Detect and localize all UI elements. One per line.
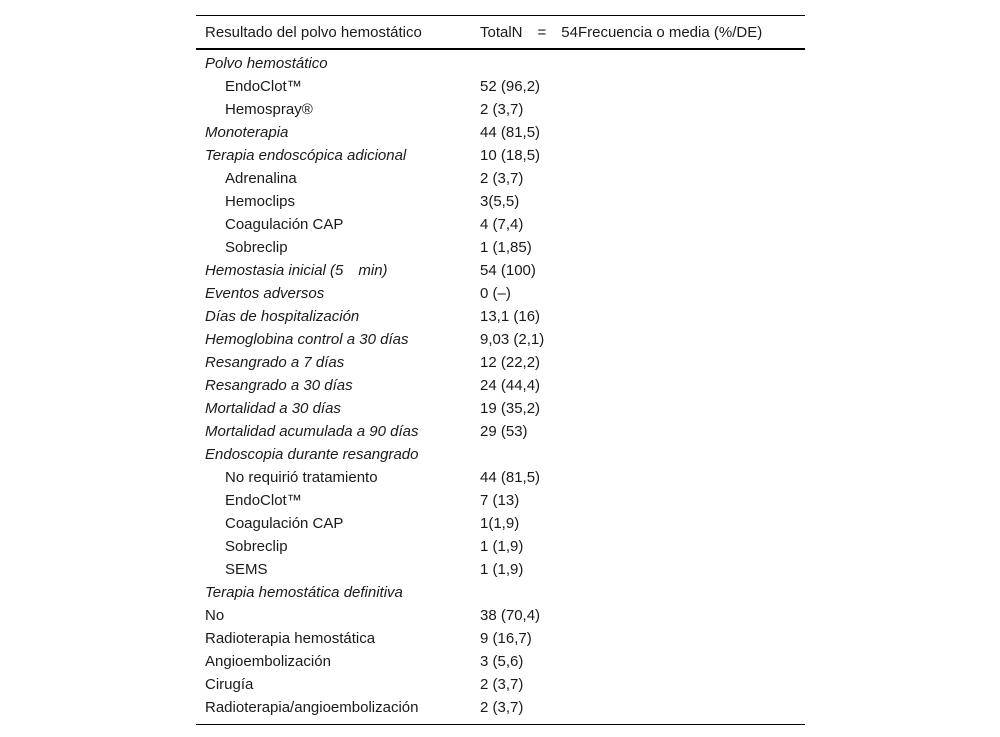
table-header [196, 16, 805, 48]
row-label: No requirió tratamiento [225, 469, 378, 486]
table-row [196, 466, 805, 489]
table-bottom-rule [196, 724, 805, 725]
table-row [196, 443, 805, 466]
row-label: Sobreclip [225, 239, 288, 256]
table-row [196, 581, 805, 604]
row-value: 52 (96,2) [480, 78, 541, 95]
row-value: 10 (18,5) [480, 147, 541, 164]
row-label: Monoterapia [205, 124, 289, 141]
row-value: 2 (3,7) [480, 699, 524, 716]
row-value: 3 (5,6) [480, 653, 524, 670]
row-value: 19 (35,2) [480, 400, 541, 417]
row-label: EndoClot™ [225, 78, 302, 95]
row-value: 38 (70,4) [480, 607, 541, 624]
row-value: 0 (–) [480, 285, 511, 302]
row-label: Sobreclip [225, 538, 288, 555]
table-row [196, 121, 805, 144]
row-value: 44 (81,5) [480, 124, 541, 141]
row-label: Endoscopia durante resangrado [205, 446, 419, 463]
row-label: Terapia hemostática definitiva [205, 584, 403, 601]
header-result-column: Resultado del polvo hemostático [205, 24, 422, 41]
row-value: 4 (7,4) [480, 216, 524, 233]
row-label: Mortalidad a 30 días [205, 400, 341, 417]
table-row [196, 604, 805, 627]
table-row [196, 259, 805, 282]
table-row [196, 98, 805, 121]
table-row [196, 213, 805, 236]
row-value: 9,03 (2,1) [480, 331, 545, 348]
table-row [196, 328, 805, 351]
table-row [196, 558, 805, 581]
table-row [196, 144, 805, 167]
row-value: 13,1 (16) [480, 308, 541, 325]
table-body [196, 50, 805, 719]
table-row [196, 650, 805, 673]
row-label: Coagulación CAP [225, 515, 344, 532]
row-label: Terapia endoscópica adicional [205, 147, 407, 164]
table-row [196, 535, 805, 558]
table-row [196, 52, 805, 75]
table-row [196, 420, 805, 443]
row-value: 1 (1,9) [480, 538, 524, 555]
row-value: 29 (53) [480, 423, 528, 440]
table-row [196, 305, 805, 328]
row-label: Hemoglobina control a 30 días [205, 331, 409, 348]
row-label: Radioterapia hemostática [205, 630, 376, 647]
row-label: Angioembolización [205, 653, 331, 670]
row-label: Radioterapia/angioembolización [205, 699, 419, 716]
row-label: Resangrado a 30 días [205, 377, 353, 394]
row-label: Mortalidad acumulada a 90 días [205, 423, 419, 440]
row-label: Eventos adversos [205, 285, 325, 302]
row-value: 12 (22,2) [480, 354, 541, 371]
table-row [196, 512, 805, 535]
row-value: 1 (1,9) [480, 561, 524, 578]
row-label: Días de hospitalización [205, 308, 360, 325]
table-row [196, 282, 805, 305]
header-total-column: TotalN = 54Frecuencia o media (%/DE) [480, 24, 763, 41]
row-value: 2 (3,7) [480, 170, 524, 187]
table-row [196, 627, 805, 650]
table-row [196, 351, 805, 374]
table-row [196, 489, 805, 512]
row-value: 2 (3,7) [480, 676, 524, 693]
row-label: SEMS [225, 561, 268, 578]
table-row [196, 374, 805, 397]
row-label: Hemospray® [225, 101, 313, 118]
row-value: 24 (44,4) [480, 377, 541, 394]
table-row [196, 236, 805, 259]
row-label: Polvo hemostático [205, 55, 328, 72]
table-row [196, 190, 805, 213]
row-label: Adrenalina [225, 170, 297, 187]
row-value: 1 (1,85) [480, 239, 532, 256]
table-row [196, 397, 805, 420]
row-label: Hemoclips [225, 193, 296, 210]
row-label: Coagulación CAP [225, 216, 344, 233]
row-value: 44 (81,5) [480, 469, 541, 486]
results-table [196, 15, 805, 725]
row-value: 3(5,5) [480, 193, 520, 210]
row-value: 2 (3,7) [480, 101, 524, 118]
table-row [196, 673, 805, 696]
row-label: EndoClot™ [225, 492, 302, 509]
row-value: 7 (13) [480, 492, 520, 509]
table-row [196, 75, 805, 98]
row-value: 9 (16,7) [480, 630, 532, 647]
table-row [196, 696, 805, 719]
row-label: No [205, 607, 225, 624]
row-label: Hemostasia inicial (5 min) [205, 262, 388, 279]
row-label: Cirugía [205, 676, 254, 693]
table-row [196, 167, 805, 190]
row-value: 1(1,9) [480, 515, 520, 532]
row-value: 54 (100) [480, 262, 536, 279]
row-label: Resangrado a 7 días [205, 354, 345, 371]
